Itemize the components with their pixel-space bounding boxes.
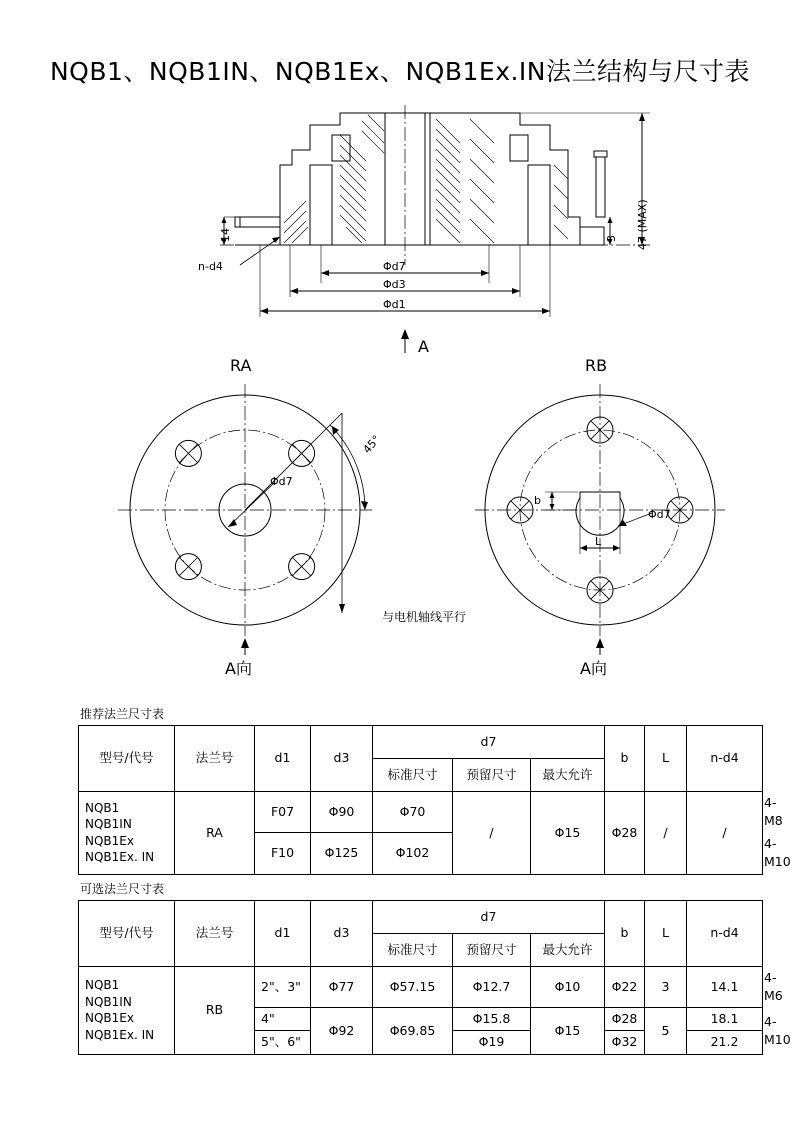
header-model: 型号/代号 [79,726,175,792]
header-d7-reserved: 预留尺寸 [453,759,531,792]
cell-d7-max: Φ32 [605,1031,645,1054]
series-cell: RB [175,967,255,1055]
cell-d1: Φ125 [311,833,373,874]
rb-b-label: b [534,494,541,507]
cell-flange-no: F10 [255,833,311,874]
cell-flange-no: 5"、6" [255,1031,311,1054]
cell-d7-max: Φ28 [605,1008,645,1031]
optional-table-caption: 可选法兰尺寸表 [80,882,165,896]
header-flange-no: 法兰号 [175,901,255,967]
cell-L: 14.1 [687,967,763,1008]
header-d3: d3 [311,726,373,792]
view-arrow-a-label: A [418,337,429,356]
header-d7: d7 [373,901,605,934]
header-d7: d7 [373,726,605,759]
dim-d7-label: Φd7 [383,260,406,273]
cell-d1: Φ90 [311,792,373,833]
model-name: NQB1Ex. IN [85,1027,155,1042]
ra-angle-label: 45° [360,432,384,457]
model-cell [79,792,175,875]
recommended-flange-table [78,725,791,875]
cell-d7-reserved: Φ15 [531,1008,605,1054]
model-cell [79,967,175,1055]
table-header-row [79,901,763,934]
model-name: NQB1IN [85,994,132,1009]
header-d7-standard: 标准尺寸 [373,934,453,967]
cell-L: 18.1 [687,1008,763,1031]
dim-47max-label: 47 (MAX) [636,199,649,250]
header-d7-max: 最大允许 [531,759,605,792]
rb-direction-label: A向 [580,659,607,678]
cell-flange-no: 2"、3" [255,967,311,1008]
cell-d7-reserved: Φ10 [531,967,605,1008]
section-view-drawing [180,105,700,360]
model-name: NQB1Ex [85,833,134,848]
cell-b: 5 [645,1008,687,1054]
model-name: NQB1 [85,800,120,815]
dim-3-label: 3 [605,235,618,242]
header-n-d4: n-d4 [687,901,763,967]
header-d3: d3 [311,901,373,967]
model-name: NQB1 [85,978,120,993]
cell-d7-standard: Φ12.7 [453,967,531,1008]
header-b: b [605,726,645,792]
cell-d3: Φ70 [373,792,453,833]
ra-note-label: 与电机轴线平行 [382,610,467,624]
cell-b: / [645,792,687,875]
ra-title: RA [230,356,252,375]
table-header-row [79,726,763,759]
optional-flange-table [78,900,791,1055]
cell-flange-no: F07 [255,792,311,833]
cell-b: 3 [645,967,687,1008]
header-d7-standard: 标准尺寸 [373,759,453,792]
series-cell: RA [175,792,255,875]
optional-flange-table-wrap [78,880,791,1055]
model-name: NQB1Ex. IN [85,850,155,865]
rb-title: RB [585,356,608,375]
header-model: 型号/代号 [79,901,175,967]
header-d1: d1 [255,726,311,792]
cell-L: / [687,792,763,875]
rb-L-label: L [595,535,602,548]
header-d1: d1 [255,901,311,967]
section-view-svg [180,105,700,355]
recommended-table-caption: 推荐法兰尺寸表 [80,707,165,721]
cell-d7-reserved: Φ15 [531,792,605,875]
ra-direction-label: A向 [225,659,252,678]
cell-d7-standard: / [453,792,531,875]
ra-view-drawing [110,356,467,678]
cell-d1: Φ92 [311,1008,373,1054]
header-d7-reserved: 预留尺寸 [453,934,531,967]
rb-view-svg [470,370,770,670]
cell-d7-max: Φ22 [605,967,645,1008]
table-row: F10 Φ125 Φ102 4-M10 [79,833,763,874]
cell-d3: Φ69.85 [373,1008,453,1054]
header-L: L [645,726,687,792]
page-title: NQB1、NQB1IN、NQB1Ex、NQB1Ex.IN法兰结构与尺寸表 [49,57,751,86]
header-n-d4: n-d4 [687,726,763,792]
dim-d1-label: Φd1 [383,298,406,311]
n-d4-label: n-d4 [198,260,223,273]
table-row: 4" Φ92 Φ69.85 Φ15.8 Φ15 Φ28 5 18.1 4-M10 [79,1008,763,1031]
cell-d1: Φ77 [311,967,373,1008]
cell-d3: Φ57.15 [373,967,453,1008]
ra-d7-label: Φd7 [270,475,293,488]
header-b: b [605,901,645,967]
rb-d7-label: Φd7 [648,508,671,521]
cell-d7-standard: Φ15.8 [453,1008,531,1031]
cell-d7-standard: Φ19 [453,1031,531,1054]
model-name: NQB1Ex [85,1011,134,1026]
table-row: NQB1 NQB1IN NQB1Ex NQB1Ex. IN RA F07 Φ90 Φ70 / Φ15 Φ28 / / 4-M8 [79,792,763,833]
header-flange-no: 法兰号 [175,726,255,792]
header-d7-max: 最大允许 [531,934,605,967]
model-name: NQB1IN [85,817,132,832]
dim-14-label: 14 [219,228,232,242]
rb-view-drawing [470,356,770,678]
cell-flange-no: 4" [255,1008,311,1031]
dim-d3-label: Φd3 [383,278,406,291]
header-L: L [645,901,687,967]
ra-view-svg [110,370,430,670]
cell-L: 21.2 [687,1031,763,1054]
cell-d3: Φ102 [373,833,453,874]
recommended-flange-table-wrap [78,705,791,875]
table-row: NQB1 NQB1IN NQB1Ex NQB1Ex. IN RB 2"、3" Φ77 Φ57.15 Φ12.7 Φ10 Φ22 3 14.1 4-M6 [79,967,763,1008]
cell-d7-max: Φ28 [605,792,645,875]
